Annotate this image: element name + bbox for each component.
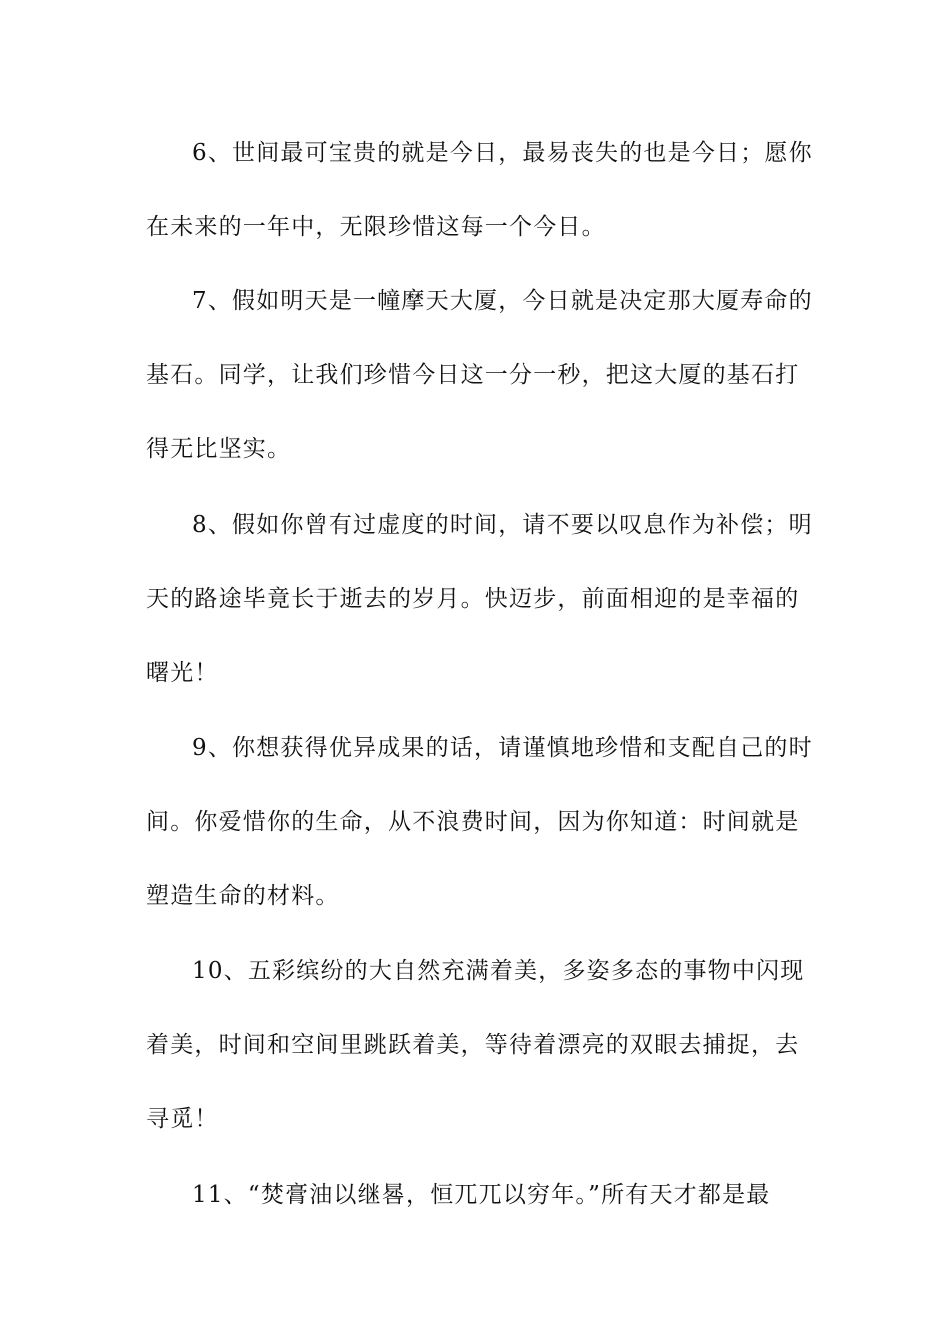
paragraph-9-line-3: 塑造生命的材料。 <box>146 883 340 909</box>
paragraph-7-line-1: 7、假如明天是一幢摩天大厦，今日就是决定那大厦寿命的 <box>192 288 813 314</box>
paragraph-9-line-1: 9、你想获得优异成果的话，请谨慎地珍惜和支配自己的时 <box>192 735 813 761</box>
paragraph-8-line-3: 曙光！ <box>146 660 219 686</box>
paragraph-11-line-1: 11、“焚膏油以继晷，恒兀兀以穷年。”所有天才都是最 <box>192 1182 771 1208</box>
paragraph-10-line-2: 着美，时间和空间里跳跃着美，等待着漂亮的双眼去捕捉，去 <box>146 1032 800 1058</box>
paragraph-6-line-2: 在未来的一年中，无限珍惜这每一个今日。 <box>146 214 606 240</box>
paragraph-6-line-1: 6、世间最可宝贵的就是今日，最易丧失的也是今日；愿你 <box>192 140 813 166</box>
paragraph-10-line-3: 寻觅！ <box>146 1106 219 1132</box>
paragraph-8-line-1: 8、假如你曾有过虚度的时间，请不要以叹息作为补偿；明 <box>192 512 813 538</box>
paragraph-9-line-2: 间。你爱惜你的生命，从不浪费时间，因为你知道：时间就是 <box>146 809 800 835</box>
paragraph-7-line-2: 基石。同学，让我们珍惜今日这一分一秒，把这大厦的基石打 <box>146 362 800 388</box>
paragraph-8-line-2: 天的路途毕竟长于逝去的岁月。快迈步，前面相迎的是幸福的 <box>146 586 800 612</box>
paragraph-7-line-3: 得无比坚实。 <box>146 436 292 462</box>
paragraph-10-line-1: 10、五彩缤纷的大自然充满着美，多姿多态的事物中闪现 <box>192 958 805 984</box>
